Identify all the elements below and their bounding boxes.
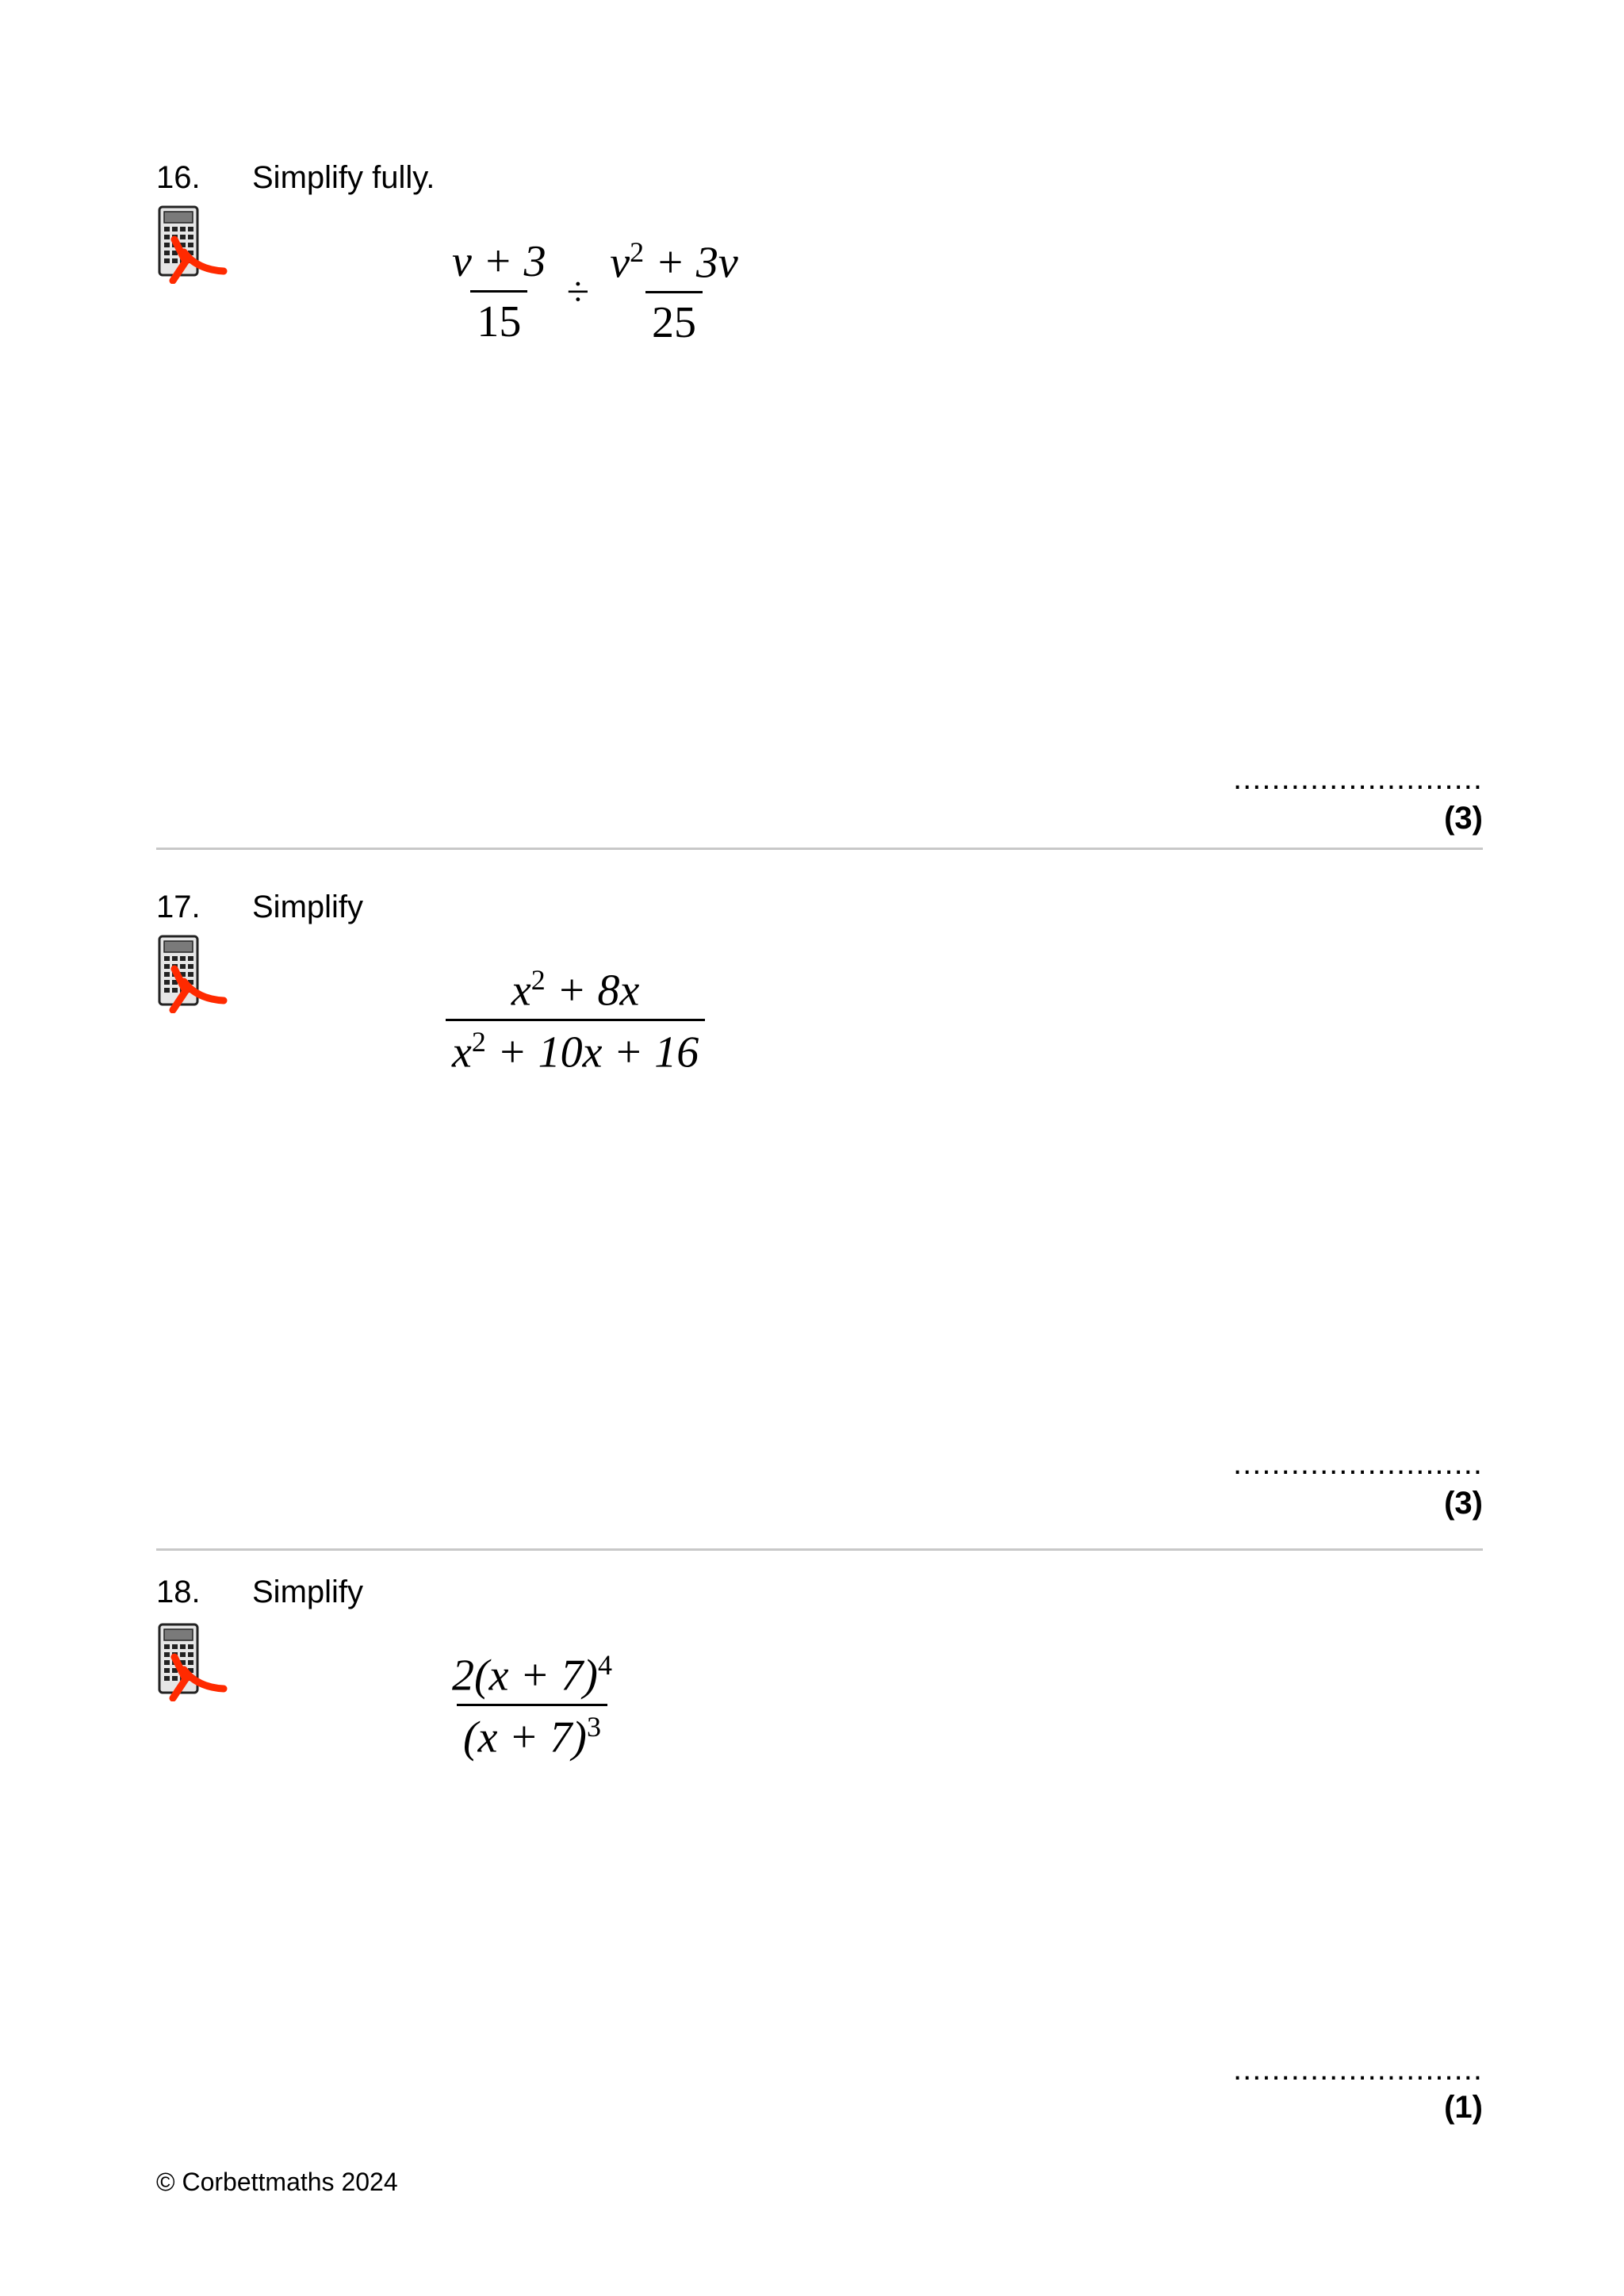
expression <box>446 1651 619 1762</box>
numerator: $2(x + 7)^4$ <box>452 1649 612 1701</box>
divider <box>156 848 1483 850</box>
numerator: v + 3 <box>452 237 546 287</box>
calculator-not-allowed-icon <box>157 934 228 1013</box>
calculator-not-allowed-icon <box>157 205 228 284</box>
fraction <box>446 966 705 1077</box>
question-instruction: Simplify <box>252 1575 364 1609</box>
marks: (3) <box>1444 801 1483 836</box>
answer-line: .......................... <box>1233 2052 1483 2087</box>
numerator: $v^2 + 3v$ <box>610 236 738 288</box>
fraction <box>446 1651 619 1762</box>
denominator: 15 <box>470 290 527 346</box>
numerator: $x^2 + 8x$ <box>511 964 640 1016</box>
left-fraction <box>446 239 553 346</box>
copyright-footer: © Corbettmaths 2024 <box>156 2168 398 2196</box>
answer-line: .......................... <box>1233 761 1483 796</box>
denominator: $(x + 7)^3$ <box>457 1704 607 1761</box>
marks: (3) <box>1444 1486 1483 1521</box>
question-instruction: Simplify fully. <box>252 160 435 195</box>
marks: (1) <box>1444 2090 1483 2125</box>
denominator: 25 <box>645 291 703 346</box>
calculator-not-allowed-icon <box>157 1622 228 1701</box>
question-number: 16. <box>156 160 201 195</box>
expression <box>446 238 745 346</box>
question-number: 18. <box>156 1575 201 1609</box>
denominator: $x^2 + 10x + 16$ <box>446 1019 705 1076</box>
expression <box>446 966 705 1077</box>
answer-line: .......................... <box>1233 1446 1483 1481</box>
question-number: 17. <box>156 890 201 924</box>
divider <box>156 1548 1483 1551</box>
right-fraction <box>603 238 745 346</box>
division-operator: ÷ <box>566 270 590 316</box>
question-instruction: Simplify <box>252 890 364 924</box>
